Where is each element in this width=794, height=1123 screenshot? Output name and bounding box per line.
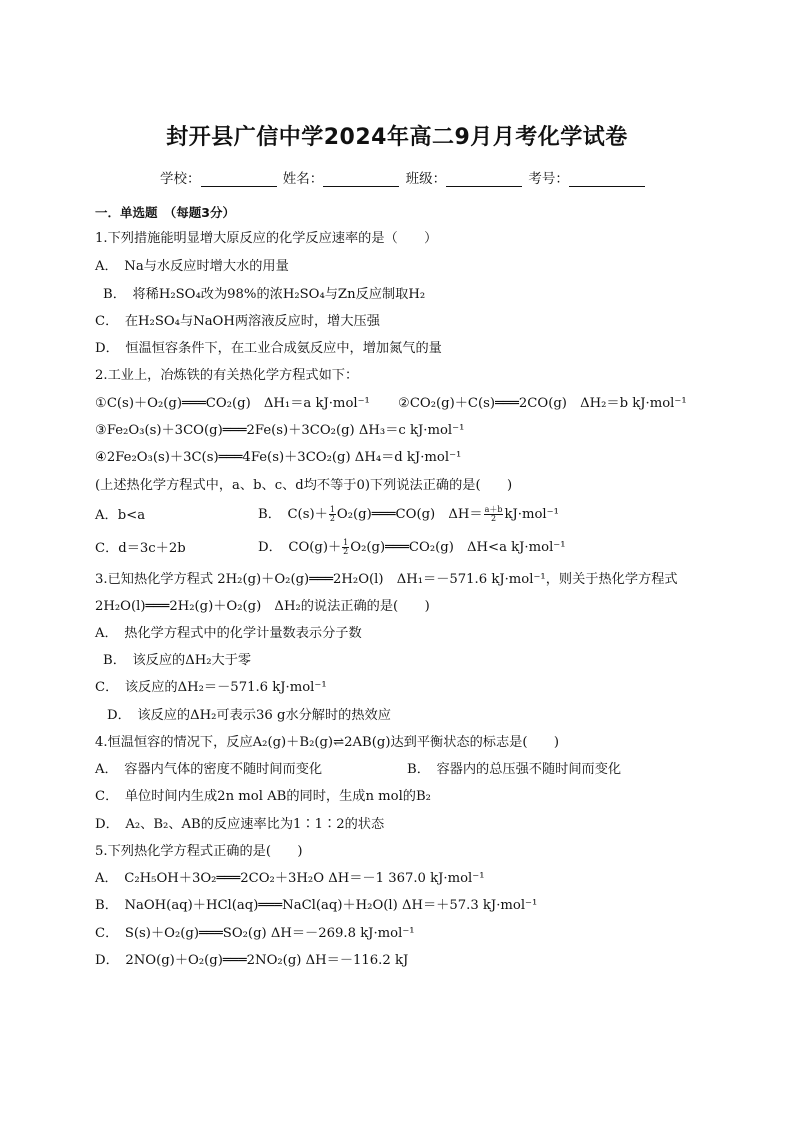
q3-option-c: C． 该反应的ΔH₂＝－571.6 kJ·mol⁻¹: [95, 680, 327, 695]
student-info-row: [160, 167, 647, 187]
q3-option-d: D． 该反应的ΔH₂可表示36 g水分解时的热效应: [107, 708, 391, 723]
class-label: 班级：: [405, 171, 447, 187]
q1-option-d: D． 恒温恒容条件下，在工业合成氨反应中，增加氮气的量: [95, 341, 442, 356]
half-fraction: [342, 539, 349, 556]
q1-stem: 1.下列措施能明显增大原反应的化学反应速率的是（ ）: [95, 231, 438, 246]
q2-option-d: [258, 539, 566, 557]
name-label: 姓名：: [282, 171, 324, 187]
q1-option-b: B． 将稀H₂SO₄改为98%的浓H₂SO₄与Zn反应制取H₂: [103, 287, 426, 302]
q2-equation-4: ④2Fe₂O₃(s)＋3C(s)═══4Fe(s)＋3CO₂(g) ΔH₄＝d kJ·mol⁻¹: [95, 450, 462, 465]
q1-option-c: C． 在H₂SO₄与NaOH两溶液反应时，增大压强: [95, 314, 380, 329]
school-label: 学校：: [160, 171, 201, 187]
q2-option-c: C．d＝3c＋2b: [95, 541, 186, 556]
q2-option-a: A．b<a: [95, 508, 146, 523]
q4-option-a: A． 容器内气体的密度不随时间而变化: [95, 762, 323, 777]
fraction-denominator: 2: [343, 547, 349, 556]
q3-option-b: B． 该反应的ΔH₂大于零: [103, 653, 252, 668]
q5-option-c: C． S(s)＋O₂(g)═══SO₂(g) ΔH＝－269.8 kJ·mol⁻¹: [95, 926, 415, 941]
q2-equation-3: ③Fe₂O₃(s)＋3CO(g)═══2Fe(s)＋3CO₂(g) ΔH₃＝c kJ·mol⁻¹: [95, 423, 465, 438]
half-fraction: [329, 506, 336, 523]
q2-note: (上述热化学方程式中，a、b、c、d均不等于0)下列说法正确的是( ): [95, 478, 513, 493]
q4-option-d: D． A₂、B₂、AB的反应速率比为1∶1∶2的状态: [95, 817, 385, 832]
page-title: 封开县广信中学2024年高二9月月考化学试卷: [166, 125, 628, 150]
fraction-denominator: 2: [490, 514, 497, 523]
fraction-numerator: 1: [329, 505, 335, 514]
q4-stem: 4.恒温恒容的情况下，反应A₂(g)＋B₂(g)⇌2AB(g)达到平衡状态的标志是( ): [95, 735, 560, 750]
q5-option-b: B． NaOH(aq)＋HCl(aq)═══NaCl(aq)＋H₂O(l) ΔH＝＋57.3 kJ·mol⁻¹: [95, 898, 538, 913]
number-label: 考号：: [528, 171, 569, 187]
q4-option-c: C． 单位时间内生成2n mol AB的同时，生成n mol的B₂: [95, 789, 431, 804]
q2-option-b: [258, 506, 559, 524]
q2-stem: 2.工业上，冶炼铁的有关热化学方程式如下：: [95, 368, 359, 383]
q2-option-d-pre: D． CO(g)＋: [258, 540, 342, 555]
section-title: 一．单选题 （每题3分）: [95, 205, 235, 220]
class-blank[interactable]: [446, 172, 522, 187]
fraction-denominator: 2: [329, 514, 335, 523]
q2-option-d-post: O₂(g)═══CO₂(g) ΔH<a kJ·mol⁻¹: [350, 540, 566, 555]
q2-option-b-mid: O₂(g)═══CO(g) ΔH＝: [336, 507, 483, 522]
q3-stem-line2: 2H₂O(l)═══2H₂(g)＋O₂(g) ΔH₂的说法正确的是( ): [95, 599, 430, 614]
q2-option-b-post: kJ·mol⁻¹: [504, 507, 559, 522]
q5-option-d: D． 2NO(g)＋O₂(g)═══2NO₂(g) ΔH＝－116.2 kJ: [95, 953, 409, 968]
school-blank[interactable]: [201, 172, 277, 187]
q5-option-a: A． C₂H₅OH＋3O₂═══2CO₂＋3H₂O ΔH＝－1 367.0 kJ·mol⁻¹: [95, 871, 485, 886]
q4-option-b: B． 容器内的总压强不随时间而变化: [407, 762, 622, 777]
q2-equation-2: ②CO₂(g)＋C(s)═══2CO(g) ΔH₂＝b kJ·mol⁻¹: [398, 396, 687, 411]
q3-option-a: A． 热化学方程式中的化学计量数表示分子数: [95, 626, 362, 641]
q2-option-b-pre: B． C(s)＋: [258, 507, 328, 522]
number-blank[interactable]: [569, 172, 645, 187]
q3-stem-line1: 3.已知热化学方程式 2H₂(g)＋O₂(g)═══2H₂O(l) ΔH₁＝－571.6 kJ·mol⁻¹，则关于热化学方程式: [95, 572, 678, 587]
ab-fraction: [484, 506, 504, 523]
q1-option-a: A． Na与水反应时增大水的用量: [95, 259, 289, 274]
fraction-numerator: a＋b: [484, 505, 503, 514]
fraction-numerator: 1: [343, 538, 349, 547]
q2-equation-1: ①C(s)＋O₂(g)═══CO₂(g) ΔH₁＝a kJ·mol⁻¹: [95, 396, 370, 411]
name-blank[interactable]: [323, 172, 399, 187]
q5-stem: 5.下列热化学方程式正确的是( ): [95, 844, 303, 859]
